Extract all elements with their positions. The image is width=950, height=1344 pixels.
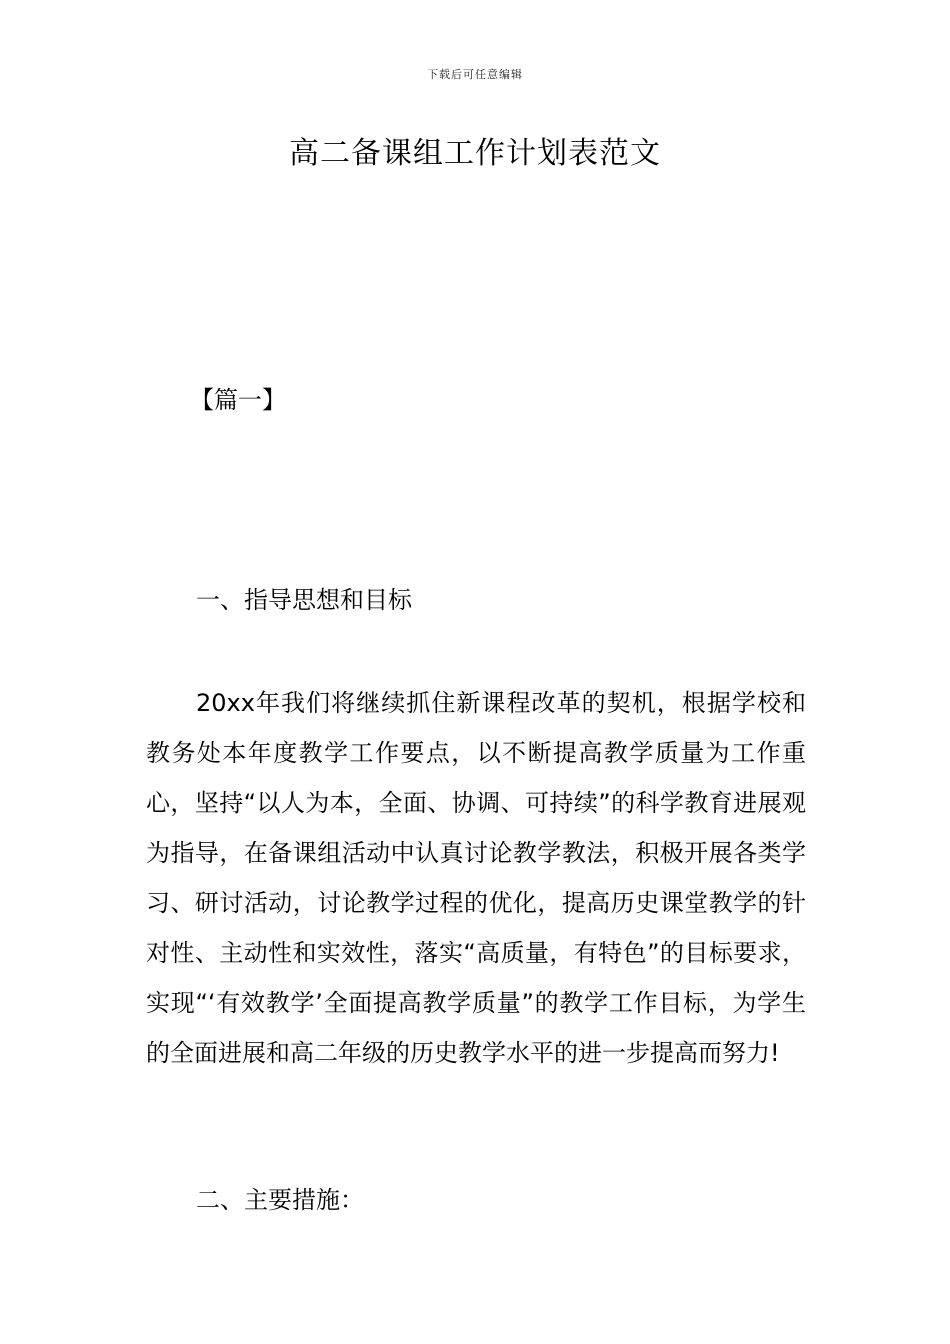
document-title: 高二备课组工作计划表范文 bbox=[289, 136, 661, 171]
header-note: 下载后可任意编辑 bbox=[427, 68, 523, 81]
section-tag: 【篇一】 bbox=[190, 386, 286, 414]
section-heading-main-measures: 二、主要措施： bbox=[196, 1186, 364, 1214]
section-heading-guiding-ideas: 一、指导思想和目标 bbox=[196, 586, 412, 614]
body-paragraph: 20xx年我们将继续抓住新课程改革的契机，根据学校和教务处本年度教学工作要点，以不断提高教学质量为工作重心，坚持“以人为本，全面、协调、可持续”的科学教育进展观为指导，在备课组活动中认真讨论教学教法，积极开展各类学习、研讨活动，讨论教学过程的优化，提高历史课堂教学的针对性、主动性和实效性，落实“高质量，有特色”的目标要求，实现“‘有效教学’全面提高教学质量”的教学工作目标，为学生的全面进展和高二年级的历史教学水平的进一步提高而努力! bbox=[146, 689, 806, 1067]
